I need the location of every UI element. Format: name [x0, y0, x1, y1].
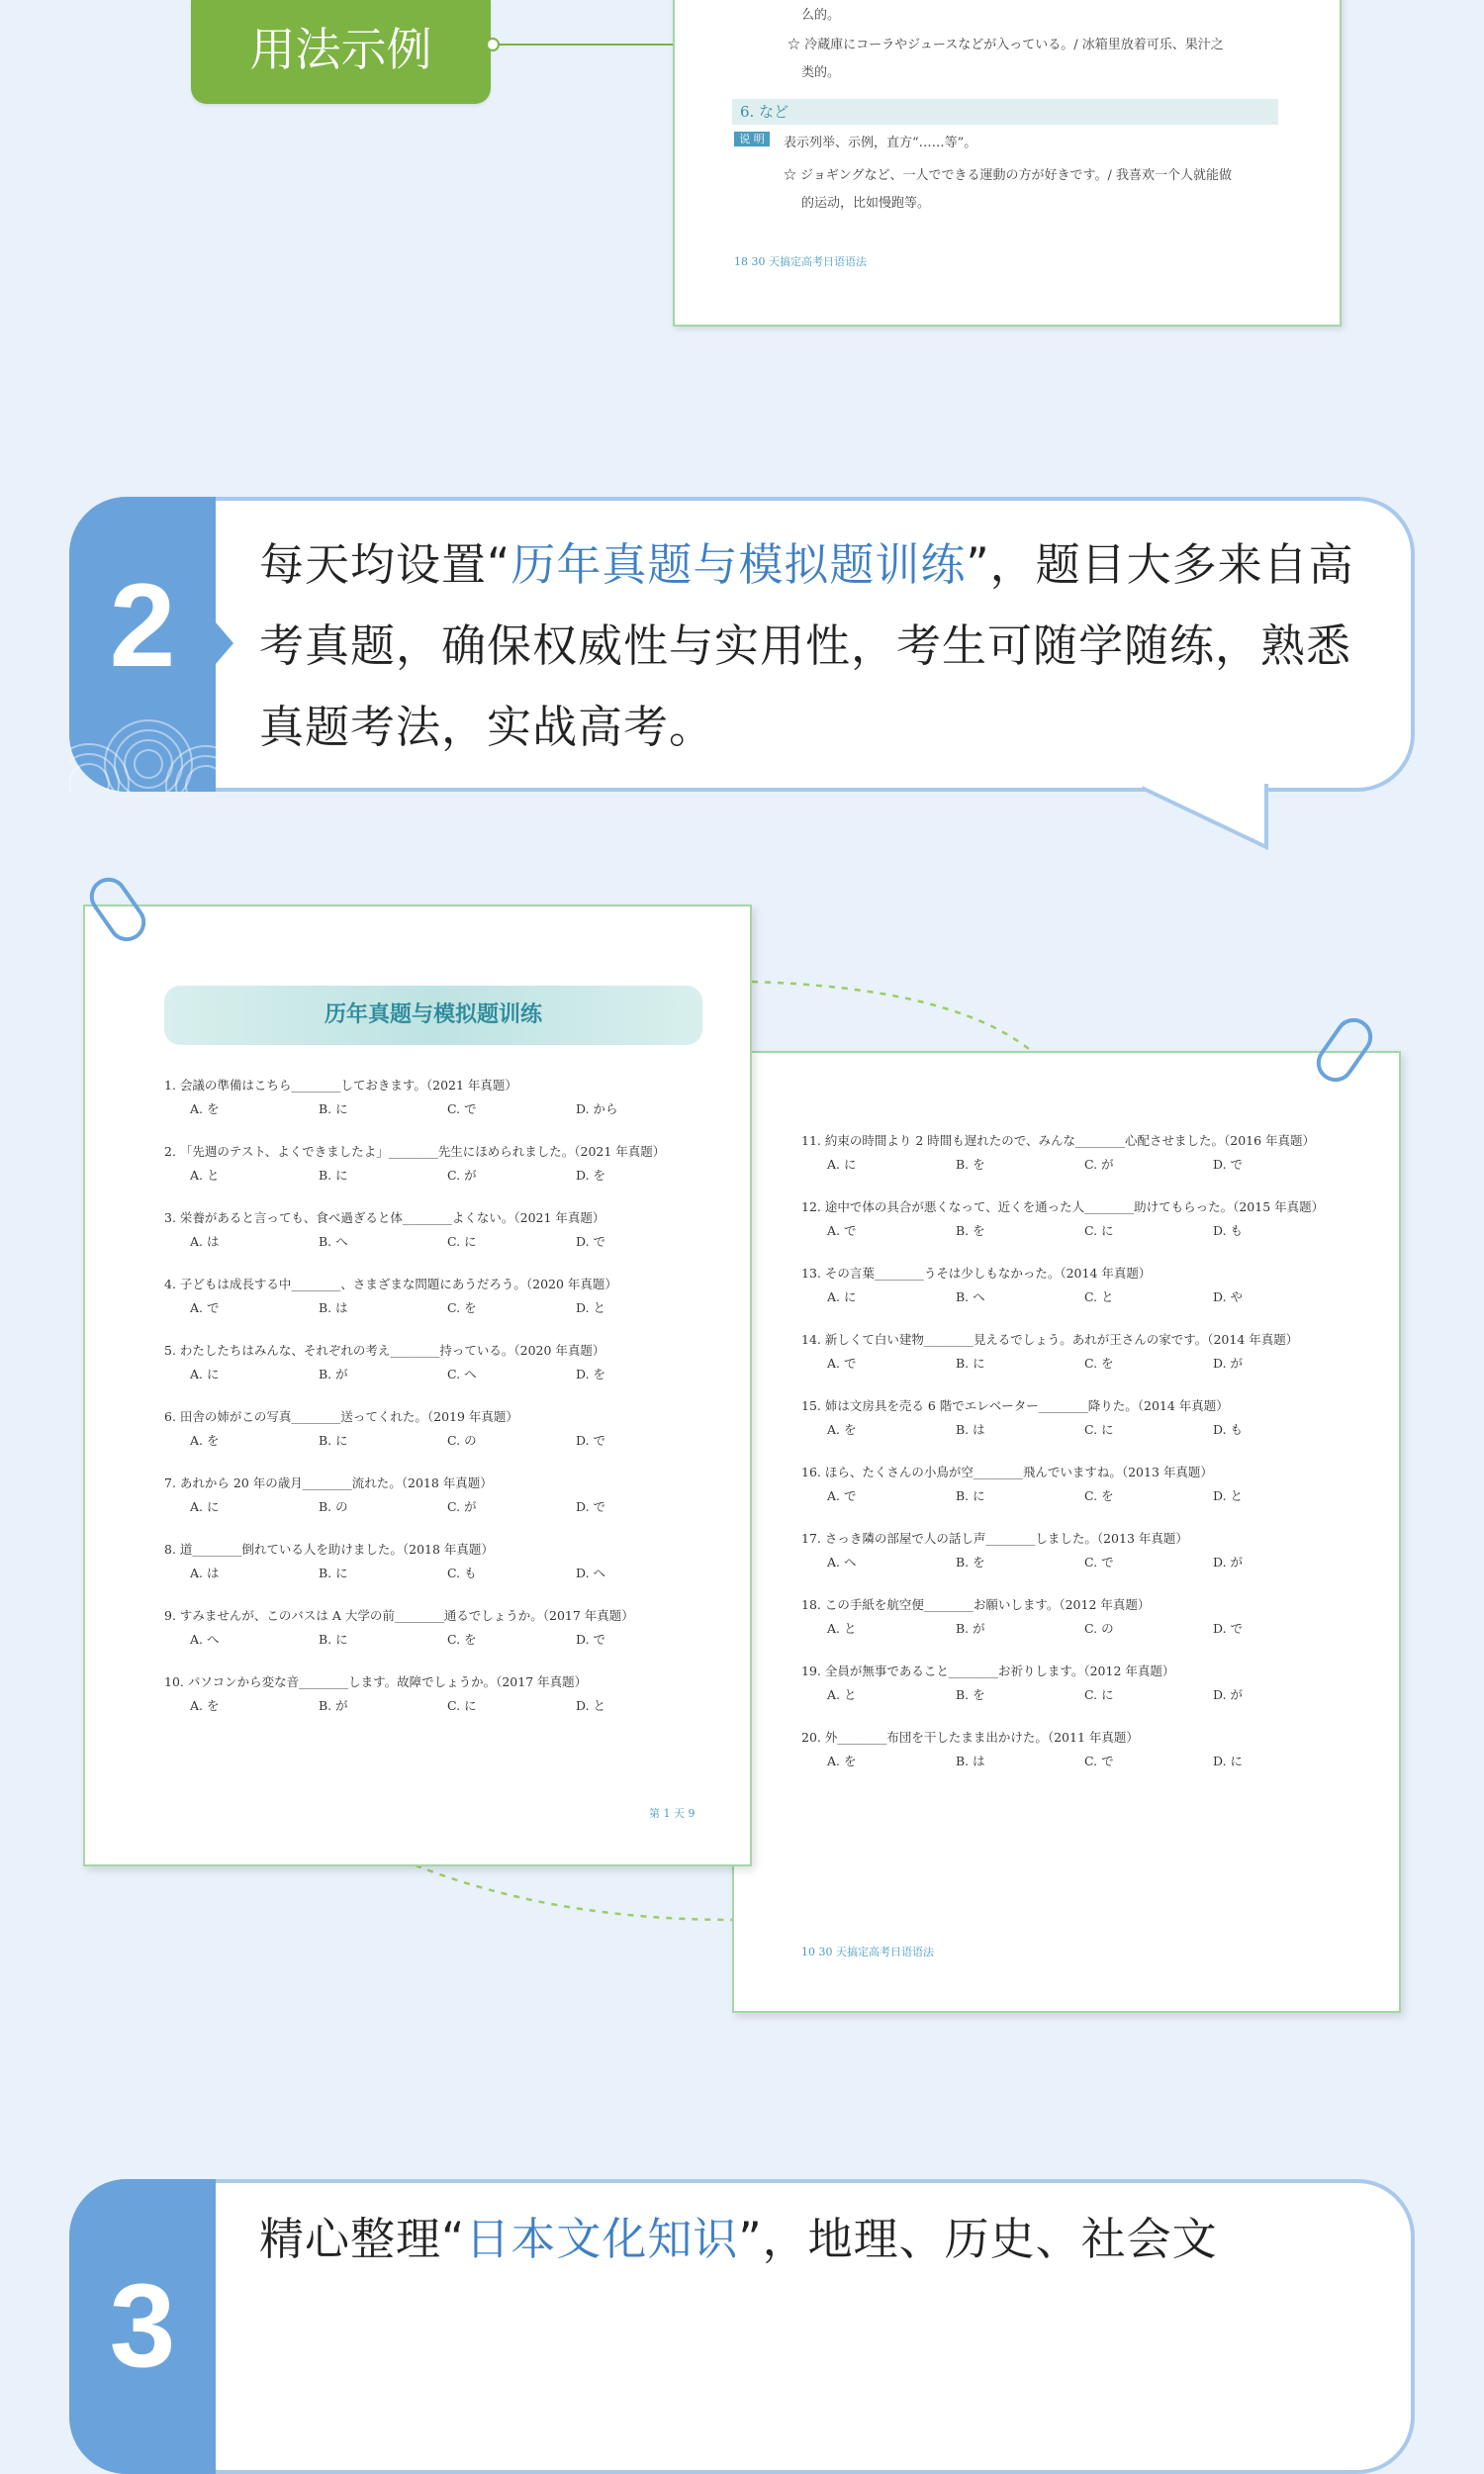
answer-option: D. で: [576, 1234, 606, 1249]
answer-option: B. は: [319, 1300, 348, 1315]
question-item: [801, 1128, 1385, 1176]
answer-option: A. に: [190, 1499, 220, 1514]
question-text: 19. 全員が無事であること________お祈りします。（2012 年真题）: [801, 1664, 1175, 1678]
answer-option: A. を: [190, 1101, 220, 1116]
answer-options: [801, 1618, 1385, 1640]
question-item: [164, 1272, 748, 1319]
question-item: [164, 1139, 748, 1187]
usage-example-page: [673, 0, 1342, 327]
answer-option: B. が: [319, 1698, 348, 1713]
exam-page-right: [732, 1051, 1401, 2013]
question-text: 12. 途中で体の具合が悪くなって、近くを通った人________助けてもらった。（2015 年真题）: [801, 1199, 1325, 1214]
answer-option: A. と: [190, 1168, 220, 1183]
question-item: [801, 1327, 1385, 1375]
answer-option: B. へ: [956, 1289, 985, 1304]
answer-option: C. も: [447, 1566, 477, 1580]
question-item: [801, 1659, 1385, 1706]
answer-option: A. は: [190, 1566, 220, 1580]
answer-option: A. を: [827, 1754, 857, 1768]
answer-option: C. を: [447, 1300, 477, 1315]
question-text: 6. 田舎の姉がこの写真________送ってくれた。（2019 年真题）: [164, 1409, 518, 1424]
answer-option: B. は: [956, 1754, 985, 1768]
answer-option: A. で: [827, 1223, 857, 1238]
answer-options: [164, 1695, 748, 1717]
question-text: 4. 子どもは成長する中________、さまざまな問題にあうだろう。（2020 年真题）: [164, 1277, 617, 1291]
answer-option: A. を: [190, 1698, 220, 1713]
answer-option: D. で: [1213, 1621, 1244, 1636]
answer-option: A. に: [190, 1367, 220, 1381]
page-footer: 第 1 天 9: [649, 1807, 696, 1820]
answer-options: [164, 1231, 748, 1253]
answer-option: D. で: [1213, 1157, 1244, 1172]
question-item: [801, 1261, 1385, 1308]
answer-options: [164, 1430, 748, 1452]
answer-option: C. が: [1084, 1157, 1114, 1172]
question-item: [801, 1725, 1385, 1772]
question-text: 5. わたしたちはみんな、それぞれの考え________持っている。（2020 年真题）: [164, 1343, 605, 1358]
answer-option: A. を: [190, 1433, 220, 1448]
question-item: [164, 1338, 748, 1385]
answer-option: D. で: [576, 1499, 606, 1514]
banner-number-panel: [69, 2179, 216, 2474]
answer-option: D. に: [1213, 1754, 1244, 1768]
question-text: 17. さっき隣の部屋で人の話し声________しました。（2013 年真题）: [801, 1531, 1188, 1546]
question-text: 13. その言葉________うそは少しもなかった。（2014 年真题）: [801, 1266, 1152, 1281]
answer-options: [801, 1552, 1385, 1573]
question-item: [164, 1471, 748, 1518]
question-text: 11. 約束の時間より 2 時間も遅れたので、みんな________心配させました。（2016 年真题）: [801, 1133, 1316, 1148]
answer-option: C. に: [1084, 1223, 1114, 1238]
answer-option: D. で: [576, 1433, 606, 1448]
question-item: [164, 1073, 748, 1120]
answer-options: [164, 1364, 748, 1385]
question-text: 16. ほら、たくさんの小鳥が空________飛んでいますね。（2013 年真题）: [801, 1465, 1213, 1479]
page-text-line: ☆ 冷蔵庫にコーラやジュースなどが入っている。/ 冰箱里放着可乐、果汁之: [788, 38, 1224, 52]
feature-highlight: 历年真题与模拟题训练: [510, 538, 967, 591]
answer-option: C. で: [1084, 1754, 1114, 1768]
answer-option: A. を: [827, 1422, 857, 1437]
answer-option: B. を: [956, 1223, 985, 1238]
answer-option: B. を: [956, 1555, 985, 1570]
answer-options: [164, 1098, 748, 1120]
answer-option: A. で: [190, 1300, 220, 1315]
answer-option: D. と: [576, 1300, 606, 1315]
answer-option: B. に: [319, 1101, 348, 1116]
answer-option: A. へ: [190, 1632, 220, 1647]
answer-option: D. が: [1213, 1555, 1244, 1570]
answer-option: D. が: [1213, 1356, 1244, 1371]
answer-option: B. を: [956, 1687, 985, 1702]
answer-option: A. で: [827, 1356, 857, 1371]
answer-options: [801, 1154, 1385, 1176]
exam-page-left: [83, 904, 752, 1866]
feature-number: 2: [109, 559, 176, 692]
answer-option: B. は: [956, 1422, 985, 1437]
answer-option: A. で: [827, 1488, 857, 1503]
answer-options: [164, 1629, 748, 1651]
question-text: 14. 新しくて白い建物________見えるでしょう。あれが王さんの家です。（2014 年真题）: [801, 1332, 1299, 1347]
question-text: 7. あれから 20 年の歳月________流れた。（2018 年真题）: [164, 1475, 493, 1490]
answer-option: A. へ: [827, 1555, 857, 1570]
banner-number-panel: [69, 497, 216, 792]
question-item: [801, 1592, 1385, 1640]
question-text: 1. 会議の準備はこちら________しておきます。（2021 年真题）: [164, 1078, 517, 1093]
answer-option: A. は: [190, 1234, 220, 1249]
answer-option: D. が: [1213, 1687, 1244, 1702]
page-text-line: 么的。: [801, 8, 841, 23]
answer-option: A. と: [827, 1621, 857, 1636]
feature-description: 每天均设置“历年真题与模拟题训练”，题目大多来自高考真题，确保权威性与实用性，考生可随学随练，熟悉真题考法，实战高考。: [259, 538, 1354, 753]
answer-option: D. を: [576, 1168, 606, 1183]
feature-highlight: 日本文化知识: [465, 2213, 739, 2265]
answer-option: C. に: [1084, 1687, 1114, 1702]
page-footer: 18 30 天搞定高考日语语法: [734, 255, 867, 268]
answer-option: C. へ: [447, 1367, 477, 1381]
answer-option: D. と: [1213, 1488, 1244, 1503]
answer-options: [164, 1165, 748, 1187]
question-text: 8. 道________倒れている人を助けました。（2018 年真题）: [164, 1542, 494, 1557]
answer-option: C. で: [447, 1101, 477, 1116]
answer-option: D. も: [1213, 1223, 1244, 1238]
answer-option: C. を: [1084, 1356, 1114, 1371]
question-text: 20. 外________布団を干したまま出かけた。（2011 年真题）: [801, 1730, 1139, 1745]
answer-option: C. と: [1084, 1289, 1114, 1304]
answer-option: A. と: [827, 1687, 857, 1702]
answer-options: [801, 1286, 1385, 1308]
answer-option: B. に: [319, 1632, 348, 1647]
answer-option: D. も: [1213, 1422, 1244, 1437]
question-item: [801, 1194, 1385, 1242]
answer-option: D. と: [576, 1698, 606, 1713]
exercise-title: 历年真题与模拟题训练: [164, 986, 702, 1045]
question-item: [164, 1404, 748, 1452]
answer-options: [801, 1751, 1385, 1772]
answer-options: [164, 1297, 748, 1319]
answer-option: C. に: [1084, 1422, 1114, 1437]
answer-option: D. を: [576, 1367, 606, 1381]
answer-options: [164, 1563, 748, 1584]
question-text: 10. パソコンから変な音________します。故障でしょうか。（2017 年真题）: [164, 1674, 588, 1689]
answer-option: B. に: [319, 1168, 348, 1183]
feature-number: 3: [109, 2259, 176, 2392]
page-text-line: 类的。: [801, 65, 841, 80]
question-item: [801, 1393, 1385, 1441]
answer-option: D. へ: [576, 1566, 606, 1580]
page-footer: 10 30 天搞定高考日语语法: [801, 1946, 934, 1958]
question-text: 2. 「先週のテスト、よくできましたよ」________先生にほめられました。（2021 年真题）: [164, 1144, 666, 1159]
page-text-line: 的运动，比如慢跑等。: [801, 196, 931, 211]
answer-option: B. の: [319, 1499, 348, 1514]
answer-option: C. が: [447, 1499, 477, 1514]
speech-tail-icon: [1138, 784, 1296, 863]
question-item: [164, 1669, 748, 1717]
answer-option: D. から: [576, 1101, 618, 1116]
answer-option: B. が: [956, 1621, 985, 1636]
answer-option: B. に: [319, 1566, 348, 1580]
question-item: [164, 1537, 748, 1584]
answer-option: C. を: [447, 1632, 477, 1647]
answer-option: A. に: [827, 1289, 857, 1304]
explanation-badge: 说 明: [734, 132, 770, 146]
feature-description: 精心整理“日本文化知识”，地理、历史、社会文: [259, 2213, 1218, 2265]
question-item: [164, 1205, 748, 1253]
answer-option: C. に: [447, 1234, 477, 1249]
answer-option: C. の: [1084, 1621, 1114, 1636]
answer-option: B. へ: [319, 1234, 348, 1249]
question-item: [801, 1460, 1385, 1507]
question-item: [164, 1603, 748, 1651]
question-text: 15. 姉は文房具を売る 6 階でエレベーター________降りた。（2014 年真题）: [801, 1398, 1229, 1413]
question-text: 9. すみませんが、このバスは A 大学の前________通るでしょうか。（2017 年真题）: [164, 1608, 634, 1623]
answer-option: D. で: [576, 1632, 606, 1647]
answer-options: [801, 1419, 1385, 1441]
answer-option: D. や: [1213, 1289, 1244, 1304]
feature-banner-3: [69, 2179, 1415, 2392]
answer-option: C. に: [447, 1698, 477, 1713]
answer-option: B. を: [956, 1157, 985, 1172]
page-text-line: 表示列举、示例，直方“……等”。: [784, 136, 977, 150]
answer-option: C. の: [447, 1433, 477, 1448]
answer-options: [801, 1485, 1385, 1507]
question-text: 18. この手紙を航空便________お願いします。（2012 年真题）: [801, 1597, 1151, 1612]
answer-option: C. で: [1084, 1555, 1114, 1570]
answer-option: B. に: [956, 1488, 985, 1503]
feature-banner-2: [69, 497, 1415, 853]
answer-option: A. に: [827, 1157, 857, 1172]
answer-options: [801, 1220, 1385, 1242]
answer-options: [801, 1684, 1385, 1706]
answer-option: C. を: [1084, 1488, 1114, 1503]
connector-start-dot: [486, 38, 500, 51]
usage-example-label: 用法示例: [191, 0, 491, 104]
answer-option: B. に: [319, 1433, 348, 1448]
answer-option: C. が: [447, 1168, 477, 1183]
question-item: [801, 1526, 1385, 1573]
answer-option: B. が: [319, 1367, 348, 1381]
answer-option: B. に: [956, 1356, 985, 1371]
answer-options: [801, 1353, 1385, 1375]
section-heading: 6. など: [732, 99, 1278, 125]
page-text-line: ☆ ジョギングなど、一人でできる運動の方が好きです。/ 我喜欢一个人就能做: [784, 168, 1232, 183]
question-text: 3. 栄養があると言っても、食べ過ぎると体________よくない。（2021 年真题）: [164, 1210, 605, 1225]
answer-options: [164, 1496, 748, 1518]
